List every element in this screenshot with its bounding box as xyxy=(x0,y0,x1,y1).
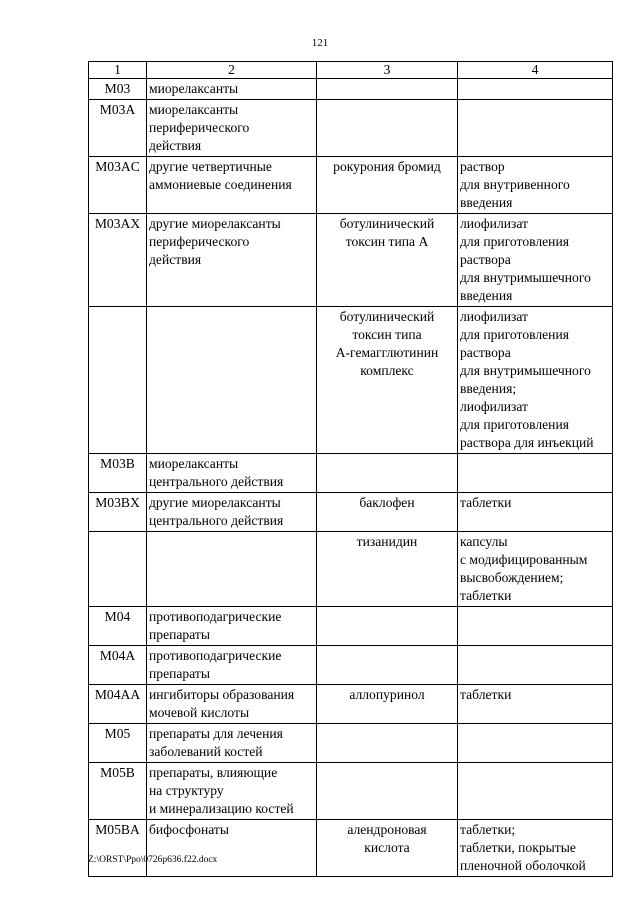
drug-name-cell xyxy=(317,607,458,646)
group-name-cell: миорелаксанты периферического действия xyxy=(147,100,317,157)
table-row xyxy=(89,493,613,532)
dosage-form-cell: таблетки xyxy=(458,493,613,532)
header-cell-3: 3 xyxy=(317,62,458,79)
atc-code-cell: M03A xyxy=(89,100,147,157)
drug-name-cell xyxy=(317,646,458,685)
header-cell-2: 2 xyxy=(147,62,317,79)
atc-code-cell: M04AA xyxy=(89,685,147,724)
table-row xyxy=(89,724,613,763)
drug-name-cell xyxy=(317,79,458,100)
file-path-footer: Z:\ORST\Ppo\0726p636.f22.docx xyxy=(88,855,218,865)
table-row xyxy=(89,646,613,685)
group-name-cell: другие миорелаксанты центрального действия xyxy=(147,493,317,532)
table-row xyxy=(89,79,613,100)
dosage-form-cell: лиофилизат для приготовления раствора для внутримышечного введения; лиофилизат для приготовления раствора для инъекций xyxy=(458,307,613,454)
dosage-form-cell xyxy=(458,79,613,100)
drug-name-cell: ботулинический токсин типа А-гемагглютинин комплекс xyxy=(317,307,458,454)
group-name-cell: препараты, влияющие на структуру и минерализацию костей xyxy=(147,763,317,820)
group-name-cell: миорелаксанты xyxy=(147,79,317,100)
group-name-cell: бифосфонаты xyxy=(147,820,317,877)
table-row xyxy=(89,454,613,493)
table-row xyxy=(89,532,613,607)
table-row xyxy=(89,685,613,724)
drug-name-cell: баклофен xyxy=(317,493,458,532)
dosage-form-cell: капсулы с модифицированным высвобождением; таблетки xyxy=(458,532,613,607)
header-cell-1: 1 xyxy=(89,62,147,79)
dosage-form-cell: таблетки; таблетки, покрытые пленочной оболочкой xyxy=(458,820,613,877)
atc-code-cell: M03B xyxy=(89,454,147,493)
dosage-form-cell: таблетки xyxy=(458,685,613,724)
atc-code-cell: M05 xyxy=(89,724,147,763)
dosage-form-cell: раствор для внутривенного введения xyxy=(458,157,613,214)
drug-name-cell: алендроновая кислота xyxy=(317,820,458,877)
atc-code-cell: M04A xyxy=(89,646,147,685)
header-cell-4: 4 xyxy=(458,62,613,79)
atc-code-cell: M04 xyxy=(89,607,147,646)
table-body xyxy=(89,62,613,877)
atc-code-cell: M05B xyxy=(89,763,147,820)
group-name-cell: противоподагрические препараты xyxy=(147,646,317,685)
page-number: 121 xyxy=(311,37,329,49)
group-name-cell: другие четвертичные аммониевые соединения xyxy=(147,157,317,214)
dosage-form-cell xyxy=(458,100,613,157)
group-name-cell: препараты для лечения заболеваний костей xyxy=(147,724,317,763)
drug-name-cell: аллопуринол xyxy=(317,685,458,724)
drug-table xyxy=(88,61,613,877)
drug-name-cell: рокурония бромид xyxy=(317,157,458,214)
dosage-form-cell xyxy=(458,454,613,493)
table-row xyxy=(89,307,613,454)
drug-name-cell xyxy=(317,724,458,763)
atc-code-cell: M03AC xyxy=(89,157,147,214)
table-header-row xyxy=(89,62,613,79)
drug-name-cell xyxy=(317,454,458,493)
dosage-form-cell xyxy=(458,763,613,820)
group-name-cell: другие миорелаксанты периферического действия xyxy=(147,214,317,307)
dosage-form-cell xyxy=(458,646,613,685)
group-name-cell: миорелаксанты центрального действия xyxy=(147,454,317,493)
table-row xyxy=(89,100,613,157)
drug-name-cell: тизанидин xyxy=(317,532,458,607)
group-name-cell xyxy=(147,307,317,454)
atc-code-cell xyxy=(89,307,147,454)
atc-code-cell: M03BX xyxy=(89,493,147,532)
atc-code-cell: M03 xyxy=(89,79,147,100)
drug-name-cell xyxy=(317,100,458,157)
dosage-form-cell: лиофилизат для приготовления раствора для внутримышечного введения xyxy=(458,214,613,307)
table-row xyxy=(89,820,613,877)
group-name-cell: противоподагрические препараты xyxy=(147,607,317,646)
atc-code-cell: M05BA xyxy=(89,820,147,877)
dosage-form-cell xyxy=(458,607,613,646)
atc-code-cell xyxy=(89,532,147,607)
drug-name-cell xyxy=(317,763,458,820)
dosage-form-cell xyxy=(458,724,613,763)
atc-code-cell: M03AX xyxy=(89,214,147,307)
table-row xyxy=(89,763,613,820)
group-name-cell: ингибиторы образования мочевой кислоты xyxy=(147,685,317,724)
group-name-cell xyxy=(147,532,317,607)
table-row xyxy=(89,607,613,646)
table-row xyxy=(89,157,613,214)
table-row xyxy=(89,214,613,307)
drug-name-cell: ботулинический токсин типа А xyxy=(317,214,458,307)
